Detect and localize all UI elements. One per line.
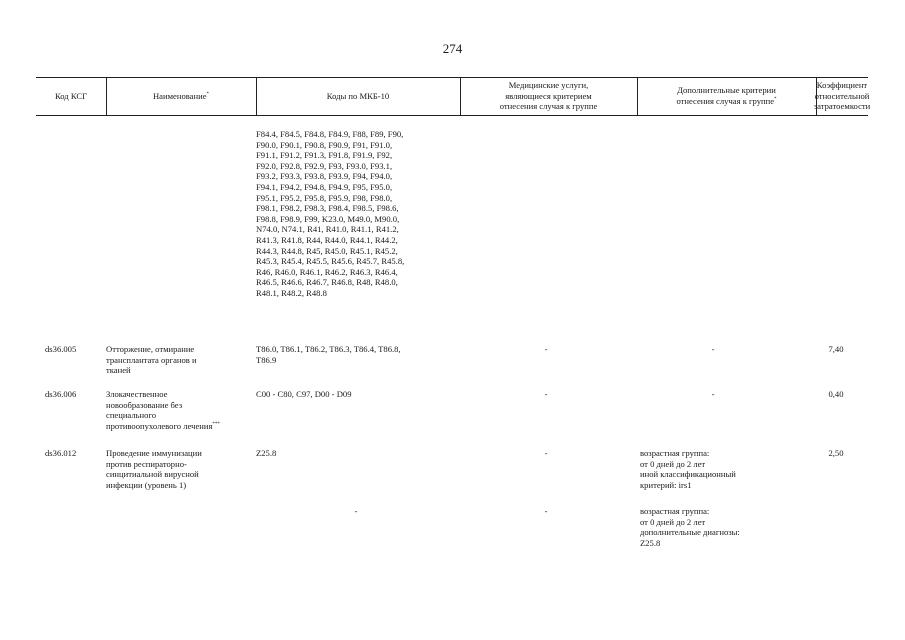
row-ds36-012b-add-criteria: возрастная группа: от 0 дней до 2 лет дополнительные диагнозы: Z25.8	[640, 506, 740, 548]
header-add-criteria	[637, 77, 816, 115]
row-ds36-006-name	[106, 389, 254, 431]
header-code	[36, 77, 106, 115]
row-ds36-005-code: ds36.005	[45, 344, 77, 354]
header-add-criteria-label: Дополнительные критерии отнесения случая к группе	[676, 85, 776, 106]
row-ds36-006-code: ds36.006	[45, 389, 77, 399]
header-coefficient-label: Коэффициент относительной затратоемкости	[813, 80, 871, 112]
header-med-services-label: Медицинские услуги, являющиеся критерием отнесения случая к группе	[499, 80, 598, 112]
row-ds36-005-add-criteria: -	[711, 344, 715, 354]
page-number: 274	[442, 41, 463, 56]
row-ds36-005-name: Отторжение, отмирание трансплантата органов и тканей	[106, 344, 197, 376]
header-add-criteria-footnote-mark: *	[774, 97, 777, 103]
row-continuation-mkb: F84.4, F84.5, F84.8, F84.9, F88, F89, F90, F90.0, F90.1, F90.8, F90.9, F91, F91.0, F91.1, F91.2, F91.3, F91.8, F91.9, F92, F92.0, F92.8, F92.9, F93, F93.0, F93.1, F93.2, F93.3, F93.8, F93.9, F94, F94.0, F94.1, F94.2, F94.8, F94.9, F95, F95.0, F95.1, F95.2, F95.8, F95.9, F98, F98.0, F98.1, F98.2, F98.3, F98.4, F98.5, F98.6, F98.8, F98.9, F99, K23.0, M49.0, M90.0, N74.0, N74.1, R41, R41.0, R41.1, R41.2, R41.3, R41.8, R44, R44.0, R44.1, R44.2, R44.3, R44.8, R45, R45.0, R45.1, R45.2, R45.3, R45.4, R45.5, R45.6, R45.7, R45.8, R46, R46.0, R46.1, R46.2, R46.3, R46.4, R46.5, R46.6, R46.7, R46.8, R48, R48.0, R48.1, R48.2, R48.8	[256, 129, 405, 298]
row-ds36-012-coefficient: 2,50	[828, 448, 844, 458]
header-name	[106, 77, 256, 115]
row-ds36-012-mkb: Z25.8	[256, 448, 277, 458]
row-ds36-005-coefficient: 7,40	[828, 344, 844, 354]
row-ds36-005-med-services: -	[544, 344, 548, 354]
row-ds36-012b-med-services: -	[544, 506, 548, 516]
header-mkb	[256, 77, 460, 115]
header-code-label: Код КСГ	[54, 90, 88, 101]
row-ds36-012-add-criteria: возрастная группа: от 0 дней до 2 лет иной классификационный критерий: irs1	[640, 448, 736, 490]
row-ds36-012b-mkb: -	[354, 506, 358, 516]
header-name-footnote-mark: *	[206, 91, 210, 97]
row-ds36-006-add-criteria: -	[711, 389, 715, 399]
row-ds36-006-coefficient: 0,40	[828, 389, 844, 399]
header-coefficient	[813, 77, 871, 115]
row-ds36-012-code: ds36.012	[45, 448, 77, 458]
row-ds36-012-name: Проведение иммунизации против респираторно- синцитиальной вирусной инфекции (уровень 1)	[106, 448, 202, 490]
row-ds36-005-mkb: T86.0, T86.1, T86.2, T86.3, T86.4, T86.8, T86.9	[256, 344, 401, 365]
row-ds36-006-footnote-mark: ***	[212, 421, 220, 427]
header-name-label: Наименование	[152, 90, 207, 101]
row-ds36-006-name-text: Злокачественное новообразование без специального противоопухолевого лечения	[106, 389, 213, 431]
row-ds36-006-mkb: C00 - C80, C97, D00 - D09	[256, 389, 352, 399]
row-ds36-012-med-services: -	[544, 448, 548, 458]
header-med-services	[460, 77, 637, 115]
header-mkb-label: Коды по МКБ-10	[326, 90, 390, 101]
row-ds36-006-med-services: -	[544, 389, 548, 399]
header-bottom-rule	[36, 115, 868, 116]
